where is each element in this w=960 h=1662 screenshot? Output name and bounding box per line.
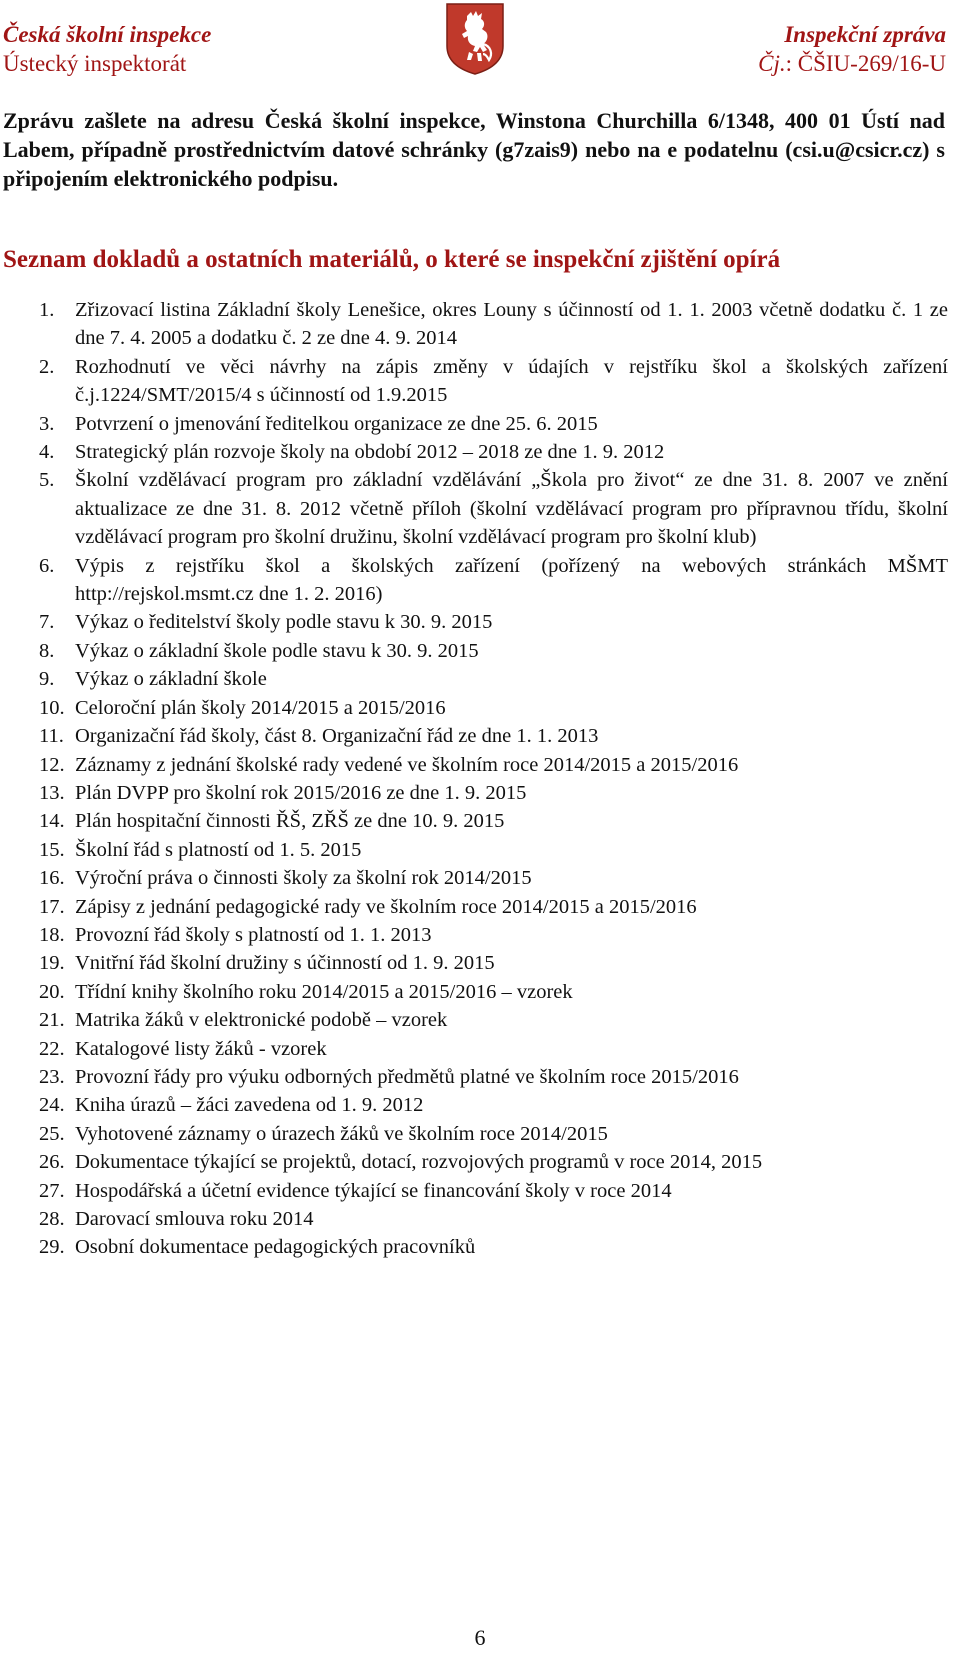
list-item-text: Hospodářská a účetní evidence týkající se financování školy v roce 2014 xyxy=(75,1179,672,1202)
list-item-text: Školní řád s platností od 1. 5. 2015 xyxy=(75,838,362,861)
list-item-number: 3. xyxy=(39,412,55,435)
list-item xyxy=(3,552,948,609)
list-item xyxy=(3,1177,948,1205)
list-item-number: 13. xyxy=(39,781,65,804)
list-item-text: Celoroční plán školy 2014/2015 a 2015/2016 xyxy=(75,696,446,719)
list-item-number: 11. xyxy=(39,725,64,748)
list-item xyxy=(3,807,948,835)
list-item-number: 7. xyxy=(39,611,55,634)
list-item-number: 6. xyxy=(39,554,55,577)
list-item-text: Výkaz o základní škole podle stavu k 30. 9. 2015 xyxy=(75,639,479,662)
org-unit: Ústecký inspektorát xyxy=(3,51,187,76)
list-item-number: 16. xyxy=(39,867,65,890)
list-item-number: 14. xyxy=(39,810,65,833)
list-item xyxy=(3,921,948,949)
list-item-text: Vyhotovené záznamy o úrazech žáků ve školním roce 2014/2015 xyxy=(75,1122,608,1145)
header-right xyxy=(758,20,946,78)
list-item-text: Strategický plán rozvoje školy na období 2012 – 2018 ze dne 1. 9. 2012 xyxy=(75,441,665,464)
list-item-text: Výkaz o základní škole xyxy=(75,668,267,691)
list-item-text: Školní vzdělávací program pro základní vzdělávání „Škola pro život“ ze dne 31. 8. 2007 ve znění aktualizace ze dne 31. 8. 2012 včetně příloh (školní vzdělávací program pro přípravnou třídu, školní vzdělávací program pro školní družinu, školní vzdělávací program pro školní klub) xyxy=(75,469,948,549)
list-item-number: 1. xyxy=(39,299,55,321)
list-item xyxy=(3,864,948,892)
list-item xyxy=(3,353,948,410)
list-item-number: 21. xyxy=(39,1009,65,1032)
header-left xyxy=(3,20,211,78)
list-item xyxy=(3,410,948,438)
list-item-text: Třídní knihy školního roku 2014/2015 a 2015/2016 – vzorek xyxy=(75,980,573,1003)
list-item-number: 12. xyxy=(39,753,65,776)
list-item-number: 5. xyxy=(39,469,55,492)
list-item-number: 28. xyxy=(39,1208,65,1230)
list-item-text: Potvrzení o jmenování ředitelkou organizace ze dne 25. 6. 2015 xyxy=(75,412,598,435)
list-item-text: Zřizovací listina Základní školy Lenešice, okres Louny s účinností od 1. 1. 2003 včetně dodatku č. 1 ze dne 7. 4. 2005 a dodatku č. 2 ze dne 4. 9. 2014 xyxy=(75,299,948,350)
list-item-number: 29. xyxy=(39,1236,65,1259)
list-item-number: 18. xyxy=(39,923,65,946)
list-item xyxy=(3,438,948,466)
list-item-number: 25. xyxy=(39,1122,65,1145)
list-item-text: Organizační řád školy, část 8. Organizační řád ze dne 1. 1. 2013 xyxy=(75,725,599,748)
list-item-text: Výkaz o ředitelství školy podle stavu k 30. 9. 2015 xyxy=(75,611,493,634)
list-item xyxy=(3,1120,948,1148)
reference-prefix: Čj. xyxy=(758,51,786,76)
list-item xyxy=(3,637,948,665)
list-item xyxy=(3,296,948,353)
reference-number xyxy=(758,49,946,78)
list-item xyxy=(3,1006,948,1034)
list-item xyxy=(3,1148,948,1176)
list-item xyxy=(3,1091,948,1119)
section-title: Seznam dokladů a ostatních materiálů, o které se inspekční zjištění opírá xyxy=(3,246,781,273)
list-item-text: Rozhodnutí ve věci návrhy na zápis změny v údajích v rejstříku škol a školských zařízení č.j.1224/SMT/2015/4 s účinností od 1.9.2015 xyxy=(75,355,948,407)
org-name: Česká školní inspekce xyxy=(3,22,212,47)
list-item xyxy=(3,978,948,1006)
list-item-number: 23. xyxy=(39,1065,65,1088)
list-item-number: 4. xyxy=(39,441,55,464)
list-item-text: Provozní řád školy s platností od 1. 1. 2013 xyxy=(75,923,432,946)
list-item-text: Osobní dokumentace pedagogických pracovníků xyxy=(75,1236,476,1259)
list-item-text: Výroční práva o činnosti školy za školní rok 2014/2015 xyxy=(75,867,532,890)
list-item-text: Záznamy z jednání školské rady vedené ve školním roce 2014/2015 a 2015/2016 xyxy=(75,753,739,776)
list-item xyxy=(3,1233,948,1261)
list-item-number: 24. xyxy=(39,1094,65,1117)
list-item-number: 2. xyxy=(39,355,55,378)
list-item xyxy=(3,608,948,636)
list-item-text: Výpis z rejstříku škol a školských zařízení (pořízený na webových stránkách MŠMT http://rejskol.msmt.cz dne 1. 2. 2016) xyxy=(75,554,948,606)
list-item-text: Provozní řády pro výuku odborných předmětů platné ve školním roce 2015/2016 xyxy=(75,1065,739,1088)
list-item xyxy=(3,893,948,921)
page-number: 6 xyxy=(474,1625,486,1650)
list-item-text: Darovací smlouva roku 2014 xyxy=(75,1208,314,1230)
list-item xyxy=(3,665,948,693)
list-item xyxy=(3,751,948,779)
list-item xyxy=(3,1063,948,1091)
list-item-number: 9. xyxy=(39,668,55,691)
reference-value: : ČŠIU-269/16-U xyxy=(785,51,946,76)
submission-notice: Zprávu zašlete na adresu Česká školní inspekce, Winstona Churchilla 6/1348, 400 01 Ústí nad Labem, případně prostřednictvím datové schránky (g7zais9) nebo na e podatelnu (csi.u@csicr.cz) s připojením elektronického podpisu. xyxy=(3,108,945,191)
list-item xyxy=(3,466,948,551)
list-item-number: 22. xyxy=(39,1037,65,1060)
list-item-number: 27. xyxy=(39,1179,65,1202)
list-item-number: 19. xyxy=(39,952,65,975)
list-item xyxy=(3,1035,948,1063)
list-item-text: Katalogové listy žáků - vzorek xyxy=(75,1037,327,1060)
list-item-number: 10. xyxy=(39,696,65,719)
list-item-number: 26. xyxy=(39,1151,65,1174)
list-item-text: Vnitřní řád školní družiny s účinností od 1. 9. 2015 xyxy=(75,952,495,975)
document-list xyxy=(3,296,948,1262)
czech-lion-emblem-icon xyxy=(445,2,505,76)
list-item-number: 20. xyxy=(39,980,65,1003)
list-item xyxy=(3,1205,948,1233)
list-item xyxy=(3,949,948,977)
list-item xyxy=(3,836,948,864)
list-item-text: Matrika žáků v elektronické podobě – vzorek xyxy=(75,1009,448,1032)
list-item xyxy=(3,722,948,750)
list-item-text: Kniha úrazů – žáci zavedena od 1. 9. 2012 xyxy=(75,1094,424,1117)
list-item-text: Plán hospitační činnosti ŘŠ, ZŘŠ ze dne 10. 9. 2015 xyxy=(75,810,505,833)
list-item-text: Dokumentace týkající se projektů, dotací, rozvojových programů v roce 2014, 2015 xyxy=(75,1151,763,1174)
list-item-text: Plán DVPP pro školní rok 2015/2016 ze dne 1. 9. 2015 xyxy=(75,781,527,804)
list-item-number: 8. xyxy=(39,639,55,662)
list-item-number: 15. xyxy=(39,838,65,861)
list-item-number: 17. xyxy=(39,895,65,918)
list-item-text: Zápisy z jednání pedagogické rady ve školním roce 2014/2015 a 2015/2016 xyxy=(75,895,697,918)
list-item xyxy=(3,779,948,807)
list-item xyxy=(3,694,948,722)
doc-type: Inspekční zpráva xyxy=(784,22,946,47)
